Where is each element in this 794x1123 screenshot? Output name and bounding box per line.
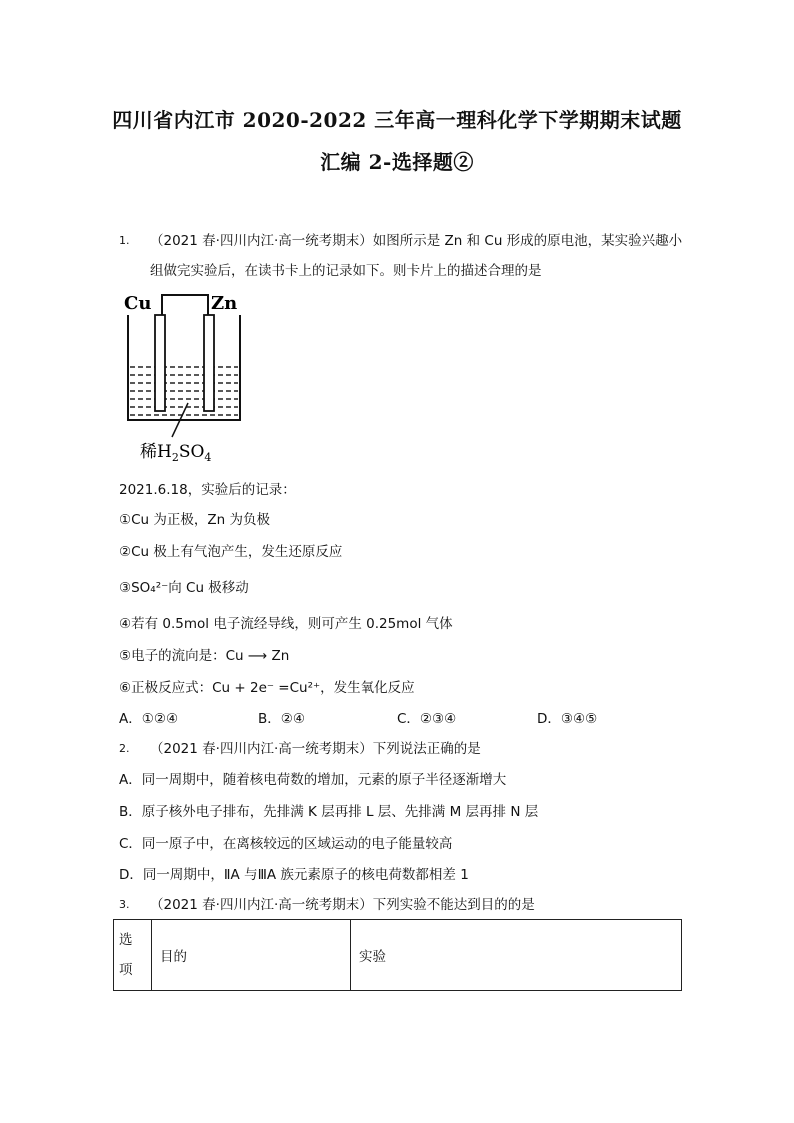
beaker	[128, 315, 240, 420]
question-3-table	[113, 919, 682, 991]
question-2-number: 2.	[119, 742, 130, 755]
record-6: ⑥正极反应式：Cu + 2e⁻ =Cu²⁺，发生氧化反应	[119, 680, 415, 696]
q2-option-c: C．同一原子中，在离核较远的区域运动的电子能量较高	[119, 836, 453, 852]
page-title-line2: 汇编 2-选择题②	[320, 150, 474, 174]
q2-option-d: D．同一周期中，ⅡA 与ⅢA 族元素原子的核电荷数都相差 1	[119, 867, 469, 883]
question-1-number: 1.	[119, 234, 130, 247]
question-3-text: （2021 春·四川内江·高一统考期末）下列实验不能达到目的的是	[150, 897, 535, 913]
record-3: ③SO₄²⁻向 Cu 极移动	[119, 580, 249, 596]
figure-label-acid: 稀$H_2SO_4$	[140, 442, 212, 464]
galvanic-cell-figure	[120, 285, 260, 465]
record-header: 2021.6.18，实验后的记录：	[119, 482, 296, 498]
figure-label-cu: Cu	[124, 293, 152, 314]
record-4: ④若有 0.5mol 电子流经导线，则可产生 0.25mol 气体	[119, 616, 453, 632]
q1-option-b: B．②④	[258, 711, 305, 727]
table-header-option-line1: 选	[119, 932, 133, 948]
table-header-purpose: 目的	[152, 920, 351, 991]
record-2: ②Cu 极上有气泡产生，发生还原反应	[119, 544, 343, 560]
figure-label-zn: Zn	[211, 293, 238, 314]
q2-option-a: A．同一周期中，随着核电荷数的增加，元素的原子半径逐渐增大	[119, 772, 507, 788]
record-1: ①Cu 为正极，Zn 为负极	[119, 512, 270, 528]
zinc-electrode	[204, 315, 214, 411]
table-header-experiment: 实验	[351, 920, 682, 991]
wire	[162, 295, 208, 317]
record-5: ⑤电子的流向是：Cu ⟶ Zn	[119, 648, 290, 664]
page-title-line1: 四川省内江市 2020-2022 三年高一理科化学下学期期末试题	[112, 108, 682, 132]
question-2-text: （2021 春·四川内江·高一统考期末）下列说法正确的是	[150, 741, 481, 757]
table-header-row	[114, 920, 682, 991]
copper-electrode	[155, 315, 165, 411]
table-header-option	[114, 920, 152, 991]
table-header-option-line2: 项	[119, 962, 133, 978]
q2-option-b: B．原子核外电子排布，先排满 K 层再排 L 层、先排满 M 层再排 N 层	[119, 804, 539, 820]
question-3-number: 3.	[119, 898, 130, 911]
dilute-acid-solution	[130, 367, 238, 415]
q1-option-a: A．①②④	[119, 711, 179, 727]
question-1-text-line1: （2021 春·四川内江·高一统考期末）如图所示是 Zn 和 Cu 形成的原电池，某实验兴趣小	[150, 233, 683, 249]
q1-option-c: C．②③④	[397, 711, 457, 727]
question-1-text-line2: 组做完实验后，在读书卡上的记录如下。则卡片上的描述合理的是	[150, 263, 542, 279]
q1-option-d: D．③④⑤	[537, 711, 598, 727]
